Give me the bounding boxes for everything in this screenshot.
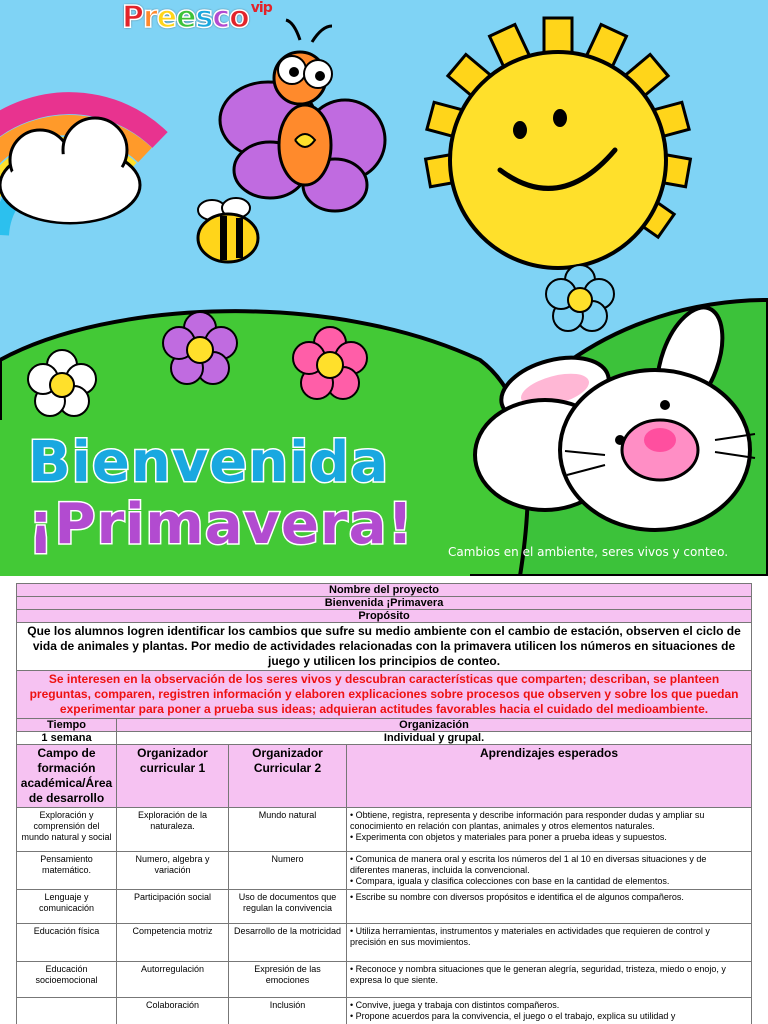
project-name: Bienvenida ¡Primavera (17, 597, 752, 610)
cover-subtitle: Cambios en el ambiente, seres vivos y conteo. (448, 545, 729, 559)
row-org1: Autorregulación (117, 962, 229, 998)
row-field: Pensamiento matemático. (17, 852, 117, 890)
table-row (17, 890, 752, 924)
column-header-org2: Organizador Curricular 2 (229, 745, 347, 808)
purpose-text: Que los alumnos logren identificar los cambios que sufre su medio ambiente con el cambio de estación, observen el ciclo de vida de animales y plantas. Por medio de actividades relacionadas con la primavera utilicen los números en situaciones de juego y utilicen los principios de conteo. (17, 623, 752, 671)
time-label: Tiempo (17, 719, 117, 732)
row-field (17, 998, 117, 1024)
table-row (17, 852, 752, 890)
cover-title-line2: ¡Primavera! (28, 492, 414, 557)
row-field: Educación física (17, 924, 117, 962)
purpose-label: Propósito (17, 610, 752, 623)
row-learning: • Comunica de manera oral y escrita los números del 1 al 10 en diversas situaciones y de diferentes maneras, incluida la convencional. • Compara, iguala y clasifica colecciones con base en la cantidad de elementos. (347, 852, 752, 890)
column-header-org1: Organizador curricular 1 (117, 745, 229, 808)
row-org1: Participación social (117, 890, 229, 924)
row-org2: Numero (229, 852, 347, 890)
flower-icon (546, 265, 614, 331)
preescovip-logo: Preesco $^{vip}$ (122, 0, 272, 35)
time-value: 1 semana (17, 732, 117, 745)
row-learning: • Obtiene, registra, representa y describe información para responder dudas y ampliar su conocimiento en relación con plantas, animales y otros elementos naturales. • Experimenta con objetos y materiales para poner a prueba ideas y supuestos. (347, 808, 752, 852)
row-org1: Numero, algebra y variación (117, 852, 229, 890)
row-learning: • Utiliza herramientas, instrumentos y materiales en actividades que requieren de control y precisión en sus movimientos. (347, 924, 752, 962)
table-row (17, 962, 752, 998)
row-learning: • Reconoce y nombra situaciones que le generan alegría, seguridad, tristeza, miedo o enojo, y expresa lo que siente. (347, 962, 752, 998)
row-org2: Expresión de las emociones (229, 962, 347, 998)
row-org2: Mundo natural (229, 808, 347, 852)
row-org2: Desarrollo de la motricidad (229, 924, 347, 962)
row-learning: • Escribe su nombre con diversos propósitos e identifica el de algunos compañeros. (347, 890, 752, 924)
row-field: Lenguaje y comunicación (17, 890, 117, 924)
table-row (17, 924, 752, 962)
row-field: Exploración y comprensión del mundo natural y social (17, 808, 117, 852)
column-header-field: Campo de formación académica/Área de desarrollo (17, 745, 117, 808)
project-name-label: Nombre del proyecto (17, 584, 752, 597)
row-field: Educación socioemocional (17, 962, 117, 998)
sun-icon (426, 18, 691, 268)
row-org2: Inclusión (229, 998, 347, 1024)
row-org1: Colaboración (117, 998, 229, 1024)
project-plan-table (16, 583, 751, 1024)
row-org1: Exploración de la naturaleza. (117, 808, 229, 852)
table-row (17, 808, 752, 852)
table-row (17, 998, 752, 1024)
row-learning: • Convive, juega y trabaja con distintos compañeros. • Propone acuerdos para la convivencia, el juego o el trabajo, explica su utilidad y (347, 998, 752, 1024)
butterfly-icon (220, 20, 385, 211)
row-org2: Uso de documentos que regulan la convivencia (229, 890, 347, 924)
bee-icon (198, 198, 258, 262)
purpose-text-highlight: Se interesen en la observación de los seres vivos y descubran características que comparten; describan, se planteen preguntas, comparen, registren información y elaboren explicaciones sobre procesos que observen y sobre los que puedan experimentar para poner a prueba sus ideas; adquieran actitudes favorables hacia el cuidado del medioambiente. (17, 671, 752, 719)
organization-label: Organización (117, 719, 752, 732)
column-header-learning: Aprendizajes esperados (347, 745, 752, 808)
row-org1: Competencia motriz (117, 924, 229, 962)
organization-value: Individual y grupal. (117, 732, 752, 745)
cover-title-line1: Bienvenida (28, 430, 390, 495)
